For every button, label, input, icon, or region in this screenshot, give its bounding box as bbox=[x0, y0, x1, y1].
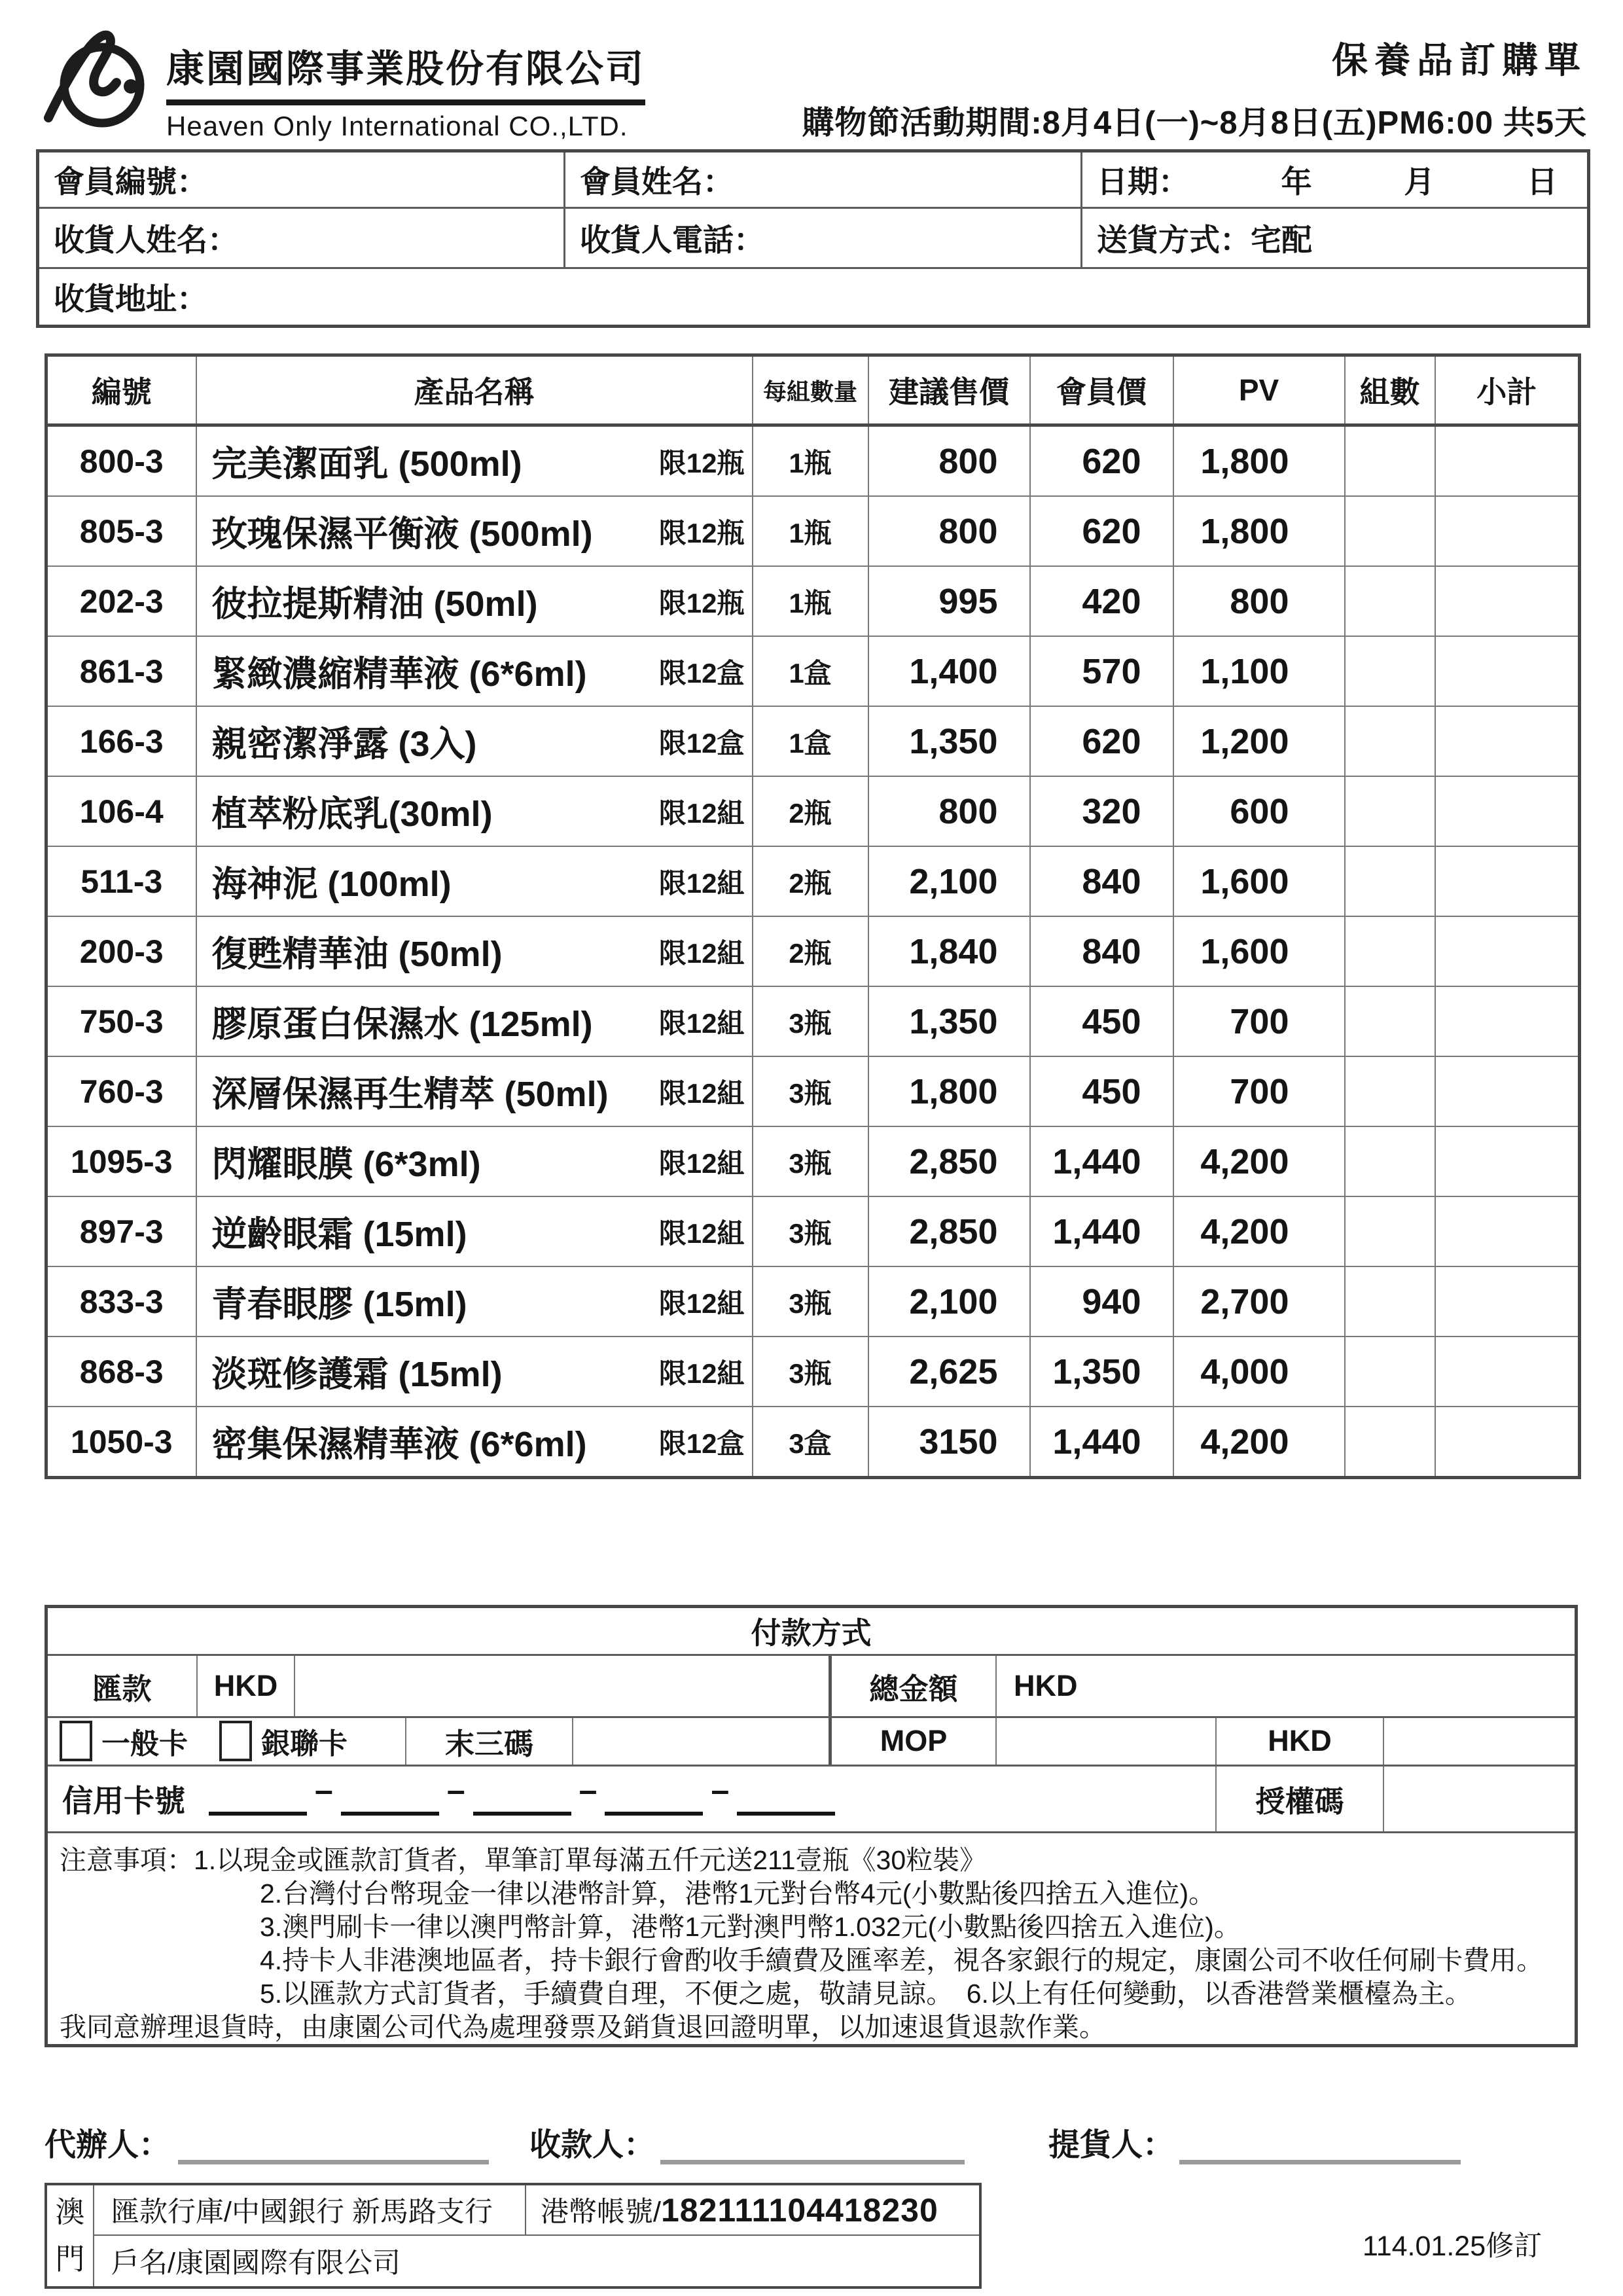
suggested-price: 1,400 bbox=[868, 636, 1030, 706]
suggested-price: 800 bbox=[868, 496, 1030, 566]
receiver-label: 收款人： bbox=[529, 2128, 656, 2162]
per-set-quantity: 1瓶 bbox=[753, 496, 868, 566]
product-code: 760-3 bbox=[46, 1056, 196, 1126]
subtotal-input-cell[interactable] bbox=[1435, 846, 1580, 916]
col-header-price: 建議售價 bbox=[868, 355, 1030, 425]
col-header-code: 編號 bbox=[46, 355, 196, 425]
product-name-cell bbox=[196, 1126, 753, 1196]
per-set-quantity: 1瓶 bbox=[753, 425, 868, 497]
pv-value: 4,200 bbox=[1173, 1407, 1345, 1478]
purchase-limit: 限12組 bbox=[658, 797, 745, 829]
pv-value: 1,100 bbox=[1173, 636, 1345, 706]
suggested-price: 800 bbox=[868, 776, 1030, 846]
sets-input-cell[interactable] bbox=[1345, 425, 1435, 497]
suggested-price: 3150 bbox=[868, 1407, 1030, 1478]
product-code: 861-3 bbox=[46, 636, 196, 706]
member-price: 1,440 bbox=[1030, 1407, 1173, 1478]
product-row bbox=[46, 1266, 1580, 1336]
member-price: 1,440 bbox=[1030, 1196, 1173, 1266]
product-name: 青春眼膠 (15ml) bbox=[211, 1285, 467, 1324]
purchase-limit: 限12瓶 bbox=[658, 587, 745, 619]
auth-code-label: 授權碼 bbox=[1217, 1767, 1384, 1831]
sets-input-cell[interactable] bbox=[1345, 1407, 1435, 1478]
product-name-cell bbox=[196, 706, 753, 776]
product-row bbox=[46, 1336, 1580, 1407]
product-table-header-row bbox=[46, 355, 1580, 425]
member-price: 1,350 bbox=[1030, 1336, 1173, 1407]
product-code: 166-3 bbox=[46, 706, 196, 776]
credit-card-row bbox=[48, 1767, 1575, 1833]
remit-label: 匯款 bbox=[48, 1656, 198, 1715]
subtotal-input-cell[interactable] bbox=[1435, 636, 1580, 706]
sets-input-cell[interactable] bbox=[1345, 986, 1435, 1056]
pv-value: 1,800 bbox=[1173, 496, 1345, 566]
general-card-option[interactable] bbox=[60, 1720, 188, 1762]
product-name-cell bbox=[196, 496, 753, 566]
subtotal-input-cell[interactable] bbox=[1435, 776, 1580, 846]
address-field[interactable] bbox=[207, 278, 1587, 317]
pv-value: 1,600 bbox=[1173, 916, 1345, 986]
col-header-qty: 每組數量 bbox=[753, 355, 868, 425]
member-price: 840 bbox=[1030, 916, 1173, 986]
member-id-label: 會員編號： bbox=[54, 164, 207, 199]
product-name-cell bbox=[196, 566, 753, 636]
product-name-cell bbox=[196, 776, 753, 846]
product-name: 彼拉提斯精油 (50ml) bbox=[211, 584, 538, 624]
product-row bbox=[46, 636, 1580, 706]
member-price: 420 bbox=[1030, 566, 1173, 636]
address-label: 收貨地址： bbox=[54, 281, 207, 316]
suggested-price: 2,850 bbox=[868, 1126, 1030, 1196]
member-price: 620 bbox=[1030, 706, 1173, 776]
product-table-body bbox=[46, 425, 1580, 1478]
unionpay-card-checkbox[interactable] bbox=[219, 1721, 252, 1761]
product-name: 膠原蛋白保濕水 (125ml) bbox=[211, 1005, 593, 1044]
member-id-cell bbox=[38, 151, 565, 208]
product-name: 密集保濕精華液 (6*6ml) bbox=[211, 1425, 587, 1464]
member-name-field[interactable] bbox=[734, 160, 1080, 200]
receiver-signature bbox=[529, 2119, 965, 2164]
purchase-limit: 限12組 bbox=[658, 1217, 745, 1249]
member-price: 1,440 bbox=[1030, 1126, 1173, 1196]
picker-label: 提貨人： bbox=[1048, 2128, 1175, 2162]
recipient-phone-label: 收貨人電話： bbox=[580, 223, 764, 257]
date-day-label: 日 bbox=[1526, 164, 1558, 199]
suggested-price: 2,625 bbox=[868, 1336, 1030, 1407]
suggested-price: 1,800 bbox=[868, 1056, 1030, 1126]
sets-input-cell[interactable] bbox=[1345, 566, 1435, 636]
product-row bbox=[46, 1056, 1580, 1126]
note-line: 3.澳門刷卡一律以澳門幣計算，港幣1元對澳門幣1.032元(小數點後四捨五入進位)。 bbox=[260, 1912, 1241, 1942]
note-line: 2.台灣付台幣現金一律以港幣計算，港幣1元對台幣4元(小數點後四捨五入進位)。 bbox=[260, 1878, 1216, 1909]
sets-input-cell[interactable] bbox=[1345, 1196, 1435, 1266]
bank-info-table bbox=[45, 2183, 982, 2289]
product-name: 逆齡眼霜 (15ml) bbox=[211, 1215, 467, 1254]
form-title: 保養品訂購單 bbox=[1331, 40, 1587, 81]
purchase-limit: 限12組 bbox=[658, 937, 745, 969]
card-number-dash: – bbox=[446, 1771, 465, 1808]
member-id-field[interactable] bbox=[207, 160, 563, 200]
subtotal-input-cell[interactable] bbox=[1435, 986, 1580, 1056]
sets-input-cell[interactable] bbox=[1345, 636, 1435, 706]
sets-input-cell[interactable] bbox=[1345, 496, 1435, 566]
pv-value: 4,200 bbox=[1173, 1126, 1345, 1196]
product-code: 106-4 bbox=[46, 776, 196, 846]
delivery-method-cell bbox=[1082, 208, 1589, 268]
per-set-quantity: 2瓶 bbox=[753, 776, 868, 846]
address-cell bbox=[38, 268, 1589, 327]
purchase-limit: 限12組 bbox=[658, 1077, 745, 1109]
subtotal-input-cell[interactable] bbox=[1435, 1126, 1580, 1196]
product-row bbox=[46, 566, 1580, 636]
pv-value: 700 bbox=[1173, 1056, 1345, 1126]
note-line: 4.持卡人非港澳地區者，持卡銀行會酌收手續費及匯率差，視各家銀行的規定，康園公司不收任何刷卡費用。 bbox=[260, 1945, 1544, 1975]
product-name: 親密潔淨露 (3入) bbox=[211, 725, 477, 764]
member-name-cell bbox=[565, 151, 1082, 208]
remit-currency-label: HKD bbox=[198, 1656, 295, 1715]
total-amount-label: 總金額 bbox=[829, 1656, 997, 1715]
product-row bbox=[46, 846, 1580, 916]
col-header-sets: 組數 bbox=[1345, 355, 1435, 425]
purchase-limit: 限12盒 bbox=[658, 727, 745, 759]
purchase-limit: 限12組 bbox=[658, 867, 745, 899]
product-name: 緊緻濃縮精華液 (6*6ml) bbox=[211, 655, 587, 694]
pv-value: 1,800 bbox=[1173, 425, 1345, 497]
product-code: 750-3 bbox=[46, 986, 196, 1056]
card-number-label: 信用卡號 bbox=[62, 1784, 185, 1819]
delivery-method-label: 送貨方式：宅配 bbox=[1097, 223, 1312, 257]
product-code: 511-3 bbox=[46, 846, 196, 916]
purchase-limit: 限12瓶 bbox=[658, 447, 745, 478]
product-name: 海神泥 (100ml) bbox=[211, 865, 452, 904]
date-month-label: 月 bbox=[1404, 164, 1435, 199]
product-row bbox=[46, 916, 1580, 986]
suggested-price: 995 bbox=[868, 566, 1030, 636]
payment-section bbox=[45, 1605, 1578, 2047]
auth-code-field[interactable] bbox=[1384, 1767, 1575, 1831]
bank-account-label: 港幣帳號/ bbox=[541, 2197, 661, 2228]
per-set-quantity: 3瓶 bbox=[753, 986, 868, 1056]
col-header-pv: PV bbox=[1173, 355, 1345, 425]
product-name-cell bbox=[196, 425, 753, 497]
receiver-signature-line[interactable] bbox=[660, 2152, 965, 2164]
product-code: 202-3 bbox=[46, 566, 196, 636]
card-number-segment[interactable] bbox=[737, 1783, 835, 1816]
subtotal-input-cell[interactable] bbox=[1435, 1336, 1580, 1407]
product-code: 833-3 bbox=[46, 1266, 196, 1336]
member-info-table bbox=[36, 149, 1590, 328]
purchase-limit: 限12組 bbox=[658, 1007, 745, 1039]
product-row bbox=[46, 706, 1580, 776]
sets-input-cell[interactable] bbox=[1345, 706, 1435, 776]
per-set-quantity: 1盒 bbox=[753, 636, 868, 706]
product-row bbox=[46, 1126, 1580, 1196]
product-code: 897-3 bbox=[46, 1196, 196, 1266]
purchase-limit: 限12組 bbox=[658, 1357, 745, 1389]
total-currency-label: HKD bbox=[1014, 1669, 1078, 1703]
member-price: 840 bbox=[1030, 846, 1173, 916]
recipient-name-cell bbox=[38, 208, 565, 268]
general-card-checkbox[interactable] bbox=[60, 1721, 92, 1761]
payment-title-row bbox=[48, 1608, 1575, 1656]
recipient-phone-cell bbox=[565, 208, 1082, 268]
suggested-price: 2,100 bbox=[868, 1266, 1030, 1336]
total-currency-cell[interactable] bbox=[997, 1656, 1575, 1715]
subtotal-input-cell[interactable] bbox=[1435, 425, 1580, 497]
product-name-cell bbox=[196, 1336, 753, 1407]
cvv-field[interactable] bbox=[573, 1718, 829, 1765]
product-row bbox=[46, 1196, 1580, 1266]
brand-block bbox=[39, 18, 645, 142]
payment-title: 付款方式 bbox=[751, 1616, 872, 1651]
product-name-cell bbox=[196, 1056, 753, 1126]
company-name-en: Heaven Only International CO.,LTD. bbox=[166, 111, 628, 141]
product-code: 805-3 bbox=[46, 496, 196, 566]
member-price: 620 bbox=[1030, 425, 1173, 497]
member-price: 620 bbox=[1030, 496, 1173, 566]
suggested-price: 1,840 bbox=[868, 916, 1030, 986]
pv-value: 600 bbox=[1173, 776, 1345, 846]
date-label: 日期： bbox=[1097, 164, 1189, 199]
sets-input-cell[interactable] bbox=[1345, 1266, 1435, 1336]
product-name-cell bbox=[196, 986, 753, 1056]
subtotal-input-cell[interactable] bbox=[1435, 706, 1580, 776]
suggested-price: 1,350 bbox=[868, 986, 1030, 1056]
card-number-dash: – bbox=[711, 1771, 730, 1808]
picker-signature-line[interactable] bbox=[1179, 2152, 1461, 2164]
purchase-limit: 限12組 bbox=[658, 1287, 745, 1319]
product-name: 淡斑修護霜 (15ml) bbox=[211, 1355, 503, 1394]
revision-date: 114.01.25修訂 bbox=[1363, 2231, 1543, 2262]
card-number-segment[interactable] bbox=[209, 1783, 307, 1816]
col-header-subtotal: 小計 bbox=[1435, 355, 1580, 425]
per-set-quantity: 3瓶 bbox=[753, 1056, 868, 1126]
per-set-quantity: 1盒 bbox=[753, 706, 868, 776]
company-logo-icon bbox=[39, 18, 152, 135]
product-code: 1050-3 bbox=[46, 1407, 196, 1478]
subtotal-input-cell[interactable] bbox=[1435, 916, 1580, 986]
card-number-segment[interactable] bbox=[473, 1783, 571, 1816]
product-name-cell bbox=[196, 916, 753, 986]
pv-value: 2,700 bbox=[1173, 1266, 1345, 1336]
product-code: 868-3 bbox=[46, 1336, 196, 1407]
note-line: 5.以匯款方式訂貨者，手續費自理，不便之處，敬請見諒。 6.以上有任何變動，以香港營業櫃檯為主。 bbox=[260, 1979, 1472, 2009]
date-cell[interactable] bbox=[1082, 151, 1589, 208]
pv-value: 700 bbox=[1173, 986, 1345, 1056]
subtotal-input-cell[interactable] bbox=[1435, 1056, 1580, 1126]
member-price: 450 bbox=[1030, 1056, 1173, 1126]
agent-signature bbox=[45, 2119, 489, 2164]
sets-input-cell[interactable] bbox=[1345, 776, 1435, 846]
purchase-limit: 限12盒 bbox=[658, 657, 745, 689]
suggested-price: 800 bbox=[868, 425, 1030, 497]
remittance-row bbox=[48, 1656, 1575, 1717]
product-code: 200-3 bbox=[46, 916, 196, 986]
recipient-name-field[interactable] bbox=[238, 219, 563, 258]
product-name-cell bbox=[196, 636, 753, 706]
subtotal-input-cell[interactable] bbox=[1435, 496, 1580, 566]
unionpay-card-option[interactable] bbox=[219, 1720, 348, 1762]
purchase-limit: 限12組 bbox=[658, 1147, 745, 1179]
product-name: 深層保濕再生精萃 (50ml) bbox=[211, 1075, 609, 1114]
sets-input-cell[interactable] bbox=[1345, 1056, 1435, 1126]
date-year-label: 年 bbox=[1281, 164, 1312, 199]
subtotal-input-cell[interactable] bbox=[1435, 1407, 1580, 1478]
card-type-cell bbox=[48, 1718, 406, 1765]
product-row bbox=[46, 776, 1580, 846]
suggested-price: 1,350 bbox=[868, 706, 1030, 776]
product-name: 植萃粉底乳(30ml) bbox=[211, 795, 493, 834]
sets-input-cell[interactable] bbox=[1345, 1126, 1435, 1196]
hkd-amount-field[interactable] bbox=[1384, 1718, 1575, 1765]
brand-text bbox=[166, 18, 645, 142]
card-number-dash: – bbox=[315, 1771, 333, 1808]
product-name: 玫瑰保濕平衡液 (500ml) bbox=[211, 514, 593, 554]
card-number-segment[interactable] bbox=[341, 1783, 439, 1816]
brand-divider bbox=[166, 99, 645, 105]
hkd-label: HKD bbox=[1217, 1718, 1384, 1765]
suggested-price: 2,100 bbox=[868, 846, 1030, 916]
agent-label: 代辦人： bbox=[45, 2128, 171, 2162]
bank-region: 澳門 bbox=[47, 2185, 94, 2286]
member-price: 320 bbox=[1030, 776, 1173, 846]
signature-row bbox=[45, 2119, 1461, 2164]
product-table bbox=[45, 353, 1581, 1479]
card-number-cell[interactable] bbox=[48, 1767, 1217, 1831]
product-row bbox=[46, 425, 1580, 497]
agent-signature-line[interactable] bbox=[178, 2152, 489, 2164]
purchase-limit: 限12瓶 bbox=[658, 517, 745, 548]
event-period: 購物節活動期間:8月4日(一)~8月8日(五)PM6:00 共5天 bbox=[802, 105, 1587, 141]
pv-value: 1,200 bbox=[1173, 706, 1345, 776]
picker-signature bbox=[1048, 2119, 1461, 2164]
per-set-quantity: 3瓶 bbox=[753, 1126, 868, 1196]
product-name-cell bbox=[196, 1266, 753, 1336]
cvv-label: 末三碼 bbox=[406, 1718, 573, 1765]
bank-account-cell bbox=[526, 2185, 979, 2236]
subtotal-input-cell[interactable] bbox=[1435, 1266, 1580, 1336]
member-name-label: 會員姓名： bbox=[580, 164, 734, 199]
bank-account-number: 182111104418230 bbox=[660, 2191, 938, 2229]
product-name: 完美潔面乳 (500ml) bbox=[211, 444, 522, 484]
product-name-cell bbox=[196, 1407, 753, 1478]
card-number-segment[interactable] bbox=[605, 1783, 703, 1816]
per-set-quantity: 3瓶 bbox=[753, 1196, 868, 1266]
member-price: 940 bbox=[1030, 1266, 1173, 1336]
product-name: 閃耀眼膜 (6*3ml) bbox=[211, 1145, 481, 1184]
mop-amount-field[interactable] bbox=[997, 1718, 1217, 1765]
product-code: 1095-3 bbox=[46, 1126, 196, 1196]
member-price: 450 bbox=[1030, 986, 1173, 1056]
mop-label: MOP bbox=[829, 1718, 997, 1765]
per-set-quantity: 3瓶 bbox=[753, 1266, 868, 1336]
pv-value: 4,000 bbox=[1173, 1336, 1345, 1407]
card-type-row bbox=[48, 1718, 1575, 1767]
title-block bbox=[802, 18, 1587, 143]
general-card-label: 一般卡 bbox=[101, 1728, 188, 1761]
pv-value: 1,600 bbox=[1173, 846, 1345, 916]
company-name-zh: 康園國際事業股份有限公司 bbox=[166, 48, 646, 90]
purchase-limit: 限12盒 bbox=[658, 1427, 745, 1459]
notes-section bbox=[48, 1833, 1575, 2044]
card-number-dash: – bbox=[579, 1771, 597, 1808]
pv-value: 4,200 bbox=[1173, 1196, 1345, 1266]
product-row bbox=[46, 1407, 1580, 1478]
per-set-quantity: 1瓶 bbox=[753, 566, 868, 636]
subtotal-input-cell[interactable] bbox=[1435, 566, 1580, 636]
sets-input-cell[interactable] bbox=[1345, 916, 1435, 986]
pv-value: 800 bbox=[1173, 566, 1345, 636]
per-set-quantity: 3瓶 bbox=[753, 1336, 868, 1407]
subtotal-input-cell[interactable] bbox=[1435, 1196, 1580, 1266]
product-name: 復甦精華油 (50ml) bbox=[211, 935, 503, 974]
bank-line: 匯款行庫/中國銀行 新馬路支行 bbox=[94, 2185, 526, 2236]
product-code: 800-3 bbox=[46, 425, 196, 497]
product-row bbox=[46, 986, 1580, 1056]
per-set-quantity: 2瓶 bbox=[753, 916, 868, 986]
product-row bbox=[46, 496, 1580, 566]
recipient-name-label: 收貨人姓名： bbox=[54, 223, 238, 257]
member-price: 570 bbox=[1030, 636, 1173, 706]
remit-amount-field[interactable] bbox=[295, 1656, 829, 1715]
unionpay-card-label: 銀聯卡 bbox=[261, 1728, 348, 1761]
per-set-quantity: 3盒 bbox=[753, 1407, 868, 1478]
note-line: 注意事項：1.以現金或匯款訂貨者，單筆訂單每滿五仟元送211壹瓶《30粒裝》 bbox=[60, 1845, 987, 1875]
product-name-cell bbox=[196, 1196, 753, 1266]
col-header-member-price: 會員價 bbox=[1030, 355, 1173, 425]
col-header-name: 產品名稱 bbox=[196, 355, 753, 425]
bank-account-name: 戶名/康園國際有限公司 bbox=[111, 2248, 401, 2279]
sets-input-cell[interactable] bbox=[1345, 1336, 1435, 1407]
recipient-phone-field[interactable] bbox=[764, 219, 1080, 258]
sets-input-cell[interactable] bbox=[1345, 846, 1435, 916]
product-name-cell bbox=[196, 846, 753, 916]
note-line: 我同意辦理退貨時，由康園公司代為處理發票及銷貨退回證明單，以加速退貨退款作業。 bbox=[60, 2012, 1106, 2042]
suggested-price: 2,850 bbox=[868, 1196, 1030, 1266]
per-set-quantity: 2瓶 bbox=[753, 846, 868, 916]
page-header bbox=[39, 18, 1587, 143]
